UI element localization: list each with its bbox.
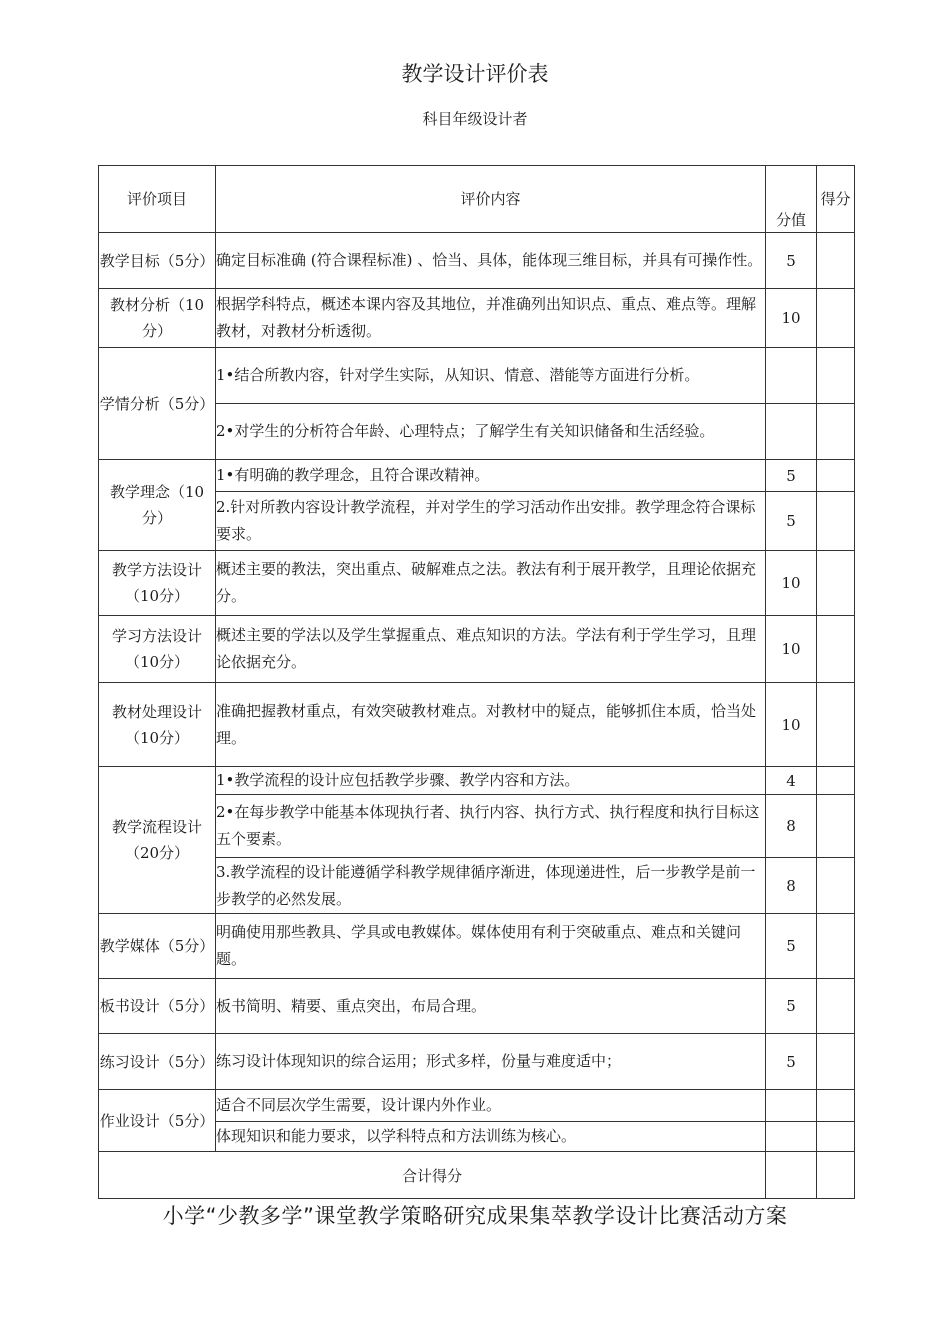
row-content: 板书简明、精要、重点突出，布局合理。 xyxy=(216,979,766,1034)
got-cell xyxy=(817,492,855,551)
row-score: 5 xyxy=(766,460,817,492)
row-item: 教学媒体（5分） xyxy=(99,914,216,979)
row-content: 1•教学流程的设计应包括教学步骤、教学内容和方法。 xyxy=(216,767,766,795)
row-score xyxy=(766,348,817,404)
table-row xyxy=(99,289,855,348)
total-got-cell xyxy=(817,1152,855,1199)
row-item: 教材处理设计（10分） xyxy=(99,683,216,767)
row-score: 4 xyxy=(766,767,817,795)
row-score: 5 xyxy=(766,492,817,551)
row-score: 8 xyxy=(766,795,817,858)
row-content: 1•有明确的教学理念，且符合课改精神。 xyxy=(216,460,766,492)
row-score: 10 xyxy=(766,551,817,616)
document-subtitle: 科目年级设计者 xyxy=(422,110,528,128)
header-row xyxy=(99,166,855,233)
table-row xyxy=(99,1034,855,1090)
footer-heading: 小学“少教多学”课堂教学策略研究成果集萃教学设计比赛活动方案 xyxy=(162,1204,788,1228)
row-item: 教学目标（5分） xyxy=(99,233,216,289)
row-content: 适合不同层次学生需要，设计课内外作业。 xyxy=(216,1090,766,1122)
row-content: 2•在每步教学中能基本体现执行者、执行内容、执行方式、执行程度和执行目标这五个要素。 xyxy=(216,795,766,858)
table-row xyxy=(99,767,855,795)
row-content: 根据学科特点，概述本课内容及其地位，并准确列出知识点、重点、难点等。理解教材，对教材分析透彻。 xyxy=(216,289,766,348)
total-row xyxy=(99,1152,855,1199)
document-title: 教学设计评价表 xyxy=(401,62,549,86)
row-score: 5 xyxy=(766,979,817,1034)
got-cell xyxy=(817,616,855,683)
got-cell xyxy=(817,858,855,914)
got-cell xyxy=(817,348,855,404)
row-item: 教学理念（10分） xyxy=(99,460,216,551)
got-cell xyxy=(817,1034,855,1090)
row-content: 3.教学流程的设计能遵循学科教学规律循序渐进，体现递进性，后一步教学是前一步教学的必然发展。 xyxy=(216,858,766,914)
row-score: 10 xyxy=(766,683,817,767)
row-item: 教学方法设计（10分） xyxy=(99,551,216,616)
row-score xyxy=(766,404,817,460)
total-label: 合计得分 xyxy=(99,1152,766,1199)
header-item: 评价项目 xyxy=(99,166,216,233)
row-score xyxy=(766,1122,817,1152)
row-score: 8 xyxy=(766,858,817,914)
row-item: 学情分析（5分） xyxy=(99,348,216,460)
row-content: 概述主要的学法以及学生掌握重点、难点知识的方法。学法有利于学生学习，且理论依据充分。 xyxy=(216,616,766,683)
row-content: 练习设计体现知识的综合运用；形式多样，份量与难度适中； xyxy=(216,1034,766,1090)
header-content: 评价内容 xyxy=(216,166,766,233)
row-item: 板书设计（5分） xyxy=(99,979,216,1034)
got-cell xyxy=(817,404,855,460)
total-score-cell xyxy=(766,1152,817,1199)
got-cell xyxy=(817,914,855,979)
got-cell xyxy=(817,767,855,795)
got-cell xyxy=(817,460,855,492)
row-item: 教材分析（10分） xyxy=(99,289,216,348)
got-cell xyxy=(817,1090,855,1122)
row-item: 作业设计（5分） xyxy=(99,1090,216,1152)
row-content: 1•结合所教内容，针对学生实际，从知识、情意、潜能等方面进行分析。 xyxy=(216,348,766,404)
header-got: 得分 xyxy=(817,166,855,233)
table-row xyxy=(99,460,855,492)
row-content: 明确使用那些教具、学具或电教媒体。媒体使用有利于突破重点、难点和关键问题。 xyxy=(216,914,766,979)
got-cell xyxy=(817,683,855,767)
row-item: 练习设计（5分） xyxy=(99,1034,216,1090)
row-content: 概述主要的教法，突出重点、破解难点之法。教法有利于展开教学，且理论依据充分。 xyxy=(216,551,766,616)
got-cell xyxy=(817,1122,855,1152)
row-content: 2.针对所教内容设计教学流程，并对学生的学习活动作出安排。教学理念符合课标要求。 xyxy=(216,492,766,551)
got-cell xyxy=(817,233,855,289)
row-content: 确定目标准确 (符合课程标准) 、恰当、具体，能体现三维目标，并具有可操作性。 xyxy=(216,233,766,289)
row-score: 5 xyxy=(766,1034,817,1090)
table-row xyxy=(99,914,855,979)
got-cell xyxy=(817,979,855,1034)
got-cell xyxy=(817,551,855,616)
row-item: 学习方法设计（10分） xyxy=(99,616,216,683)
table-row xyxy=(99,551,855,616)
table-row xyxy=(99,233,855,289)
table-row xyxy=(99,683,855,767)
evaluation-table xyxy=(98,165,855,1199)
row-score: 10 xyxy=(766,616,817,683)
table-row xyxy=(99,979,855,1034)
row-content: 体现知识和能力要求，以学科特点和方法训练为核心。 xyxy=(216,1122,766,1152)
row-content: 2•对学生的分析符合年龄、心理特点；了解学生有关知识储备和生活经验。 xyxy=(216,404,766,460)
row-score: 10 xyxy=(766,289,817,348)
row-score: 5 xyxy=(766,233,817,289)
row-score: 5 xyxy=(766,914,817,979)
header-score: 分值 xyxy=(766,166,817,233)
table-row xyxy=(99,616,855,683)
row-content: 准确把握教材重点，有效突破教材难点。对教材中的疑点，能够抓住本质，恰当处理。 xyxy=(216,683,766,767)
table-row xyxy=(99,348,855,404)
got-cell xyxy=(817,289,855,348)
row-item: 教学流程设计（20分） xyxy=(99,767,216,914)
table-row xyxy=(99,1090,855,1122)
got-cell xyxy=(817,795,855,858)
row-score xyxy=(766,1090,817,1122)
